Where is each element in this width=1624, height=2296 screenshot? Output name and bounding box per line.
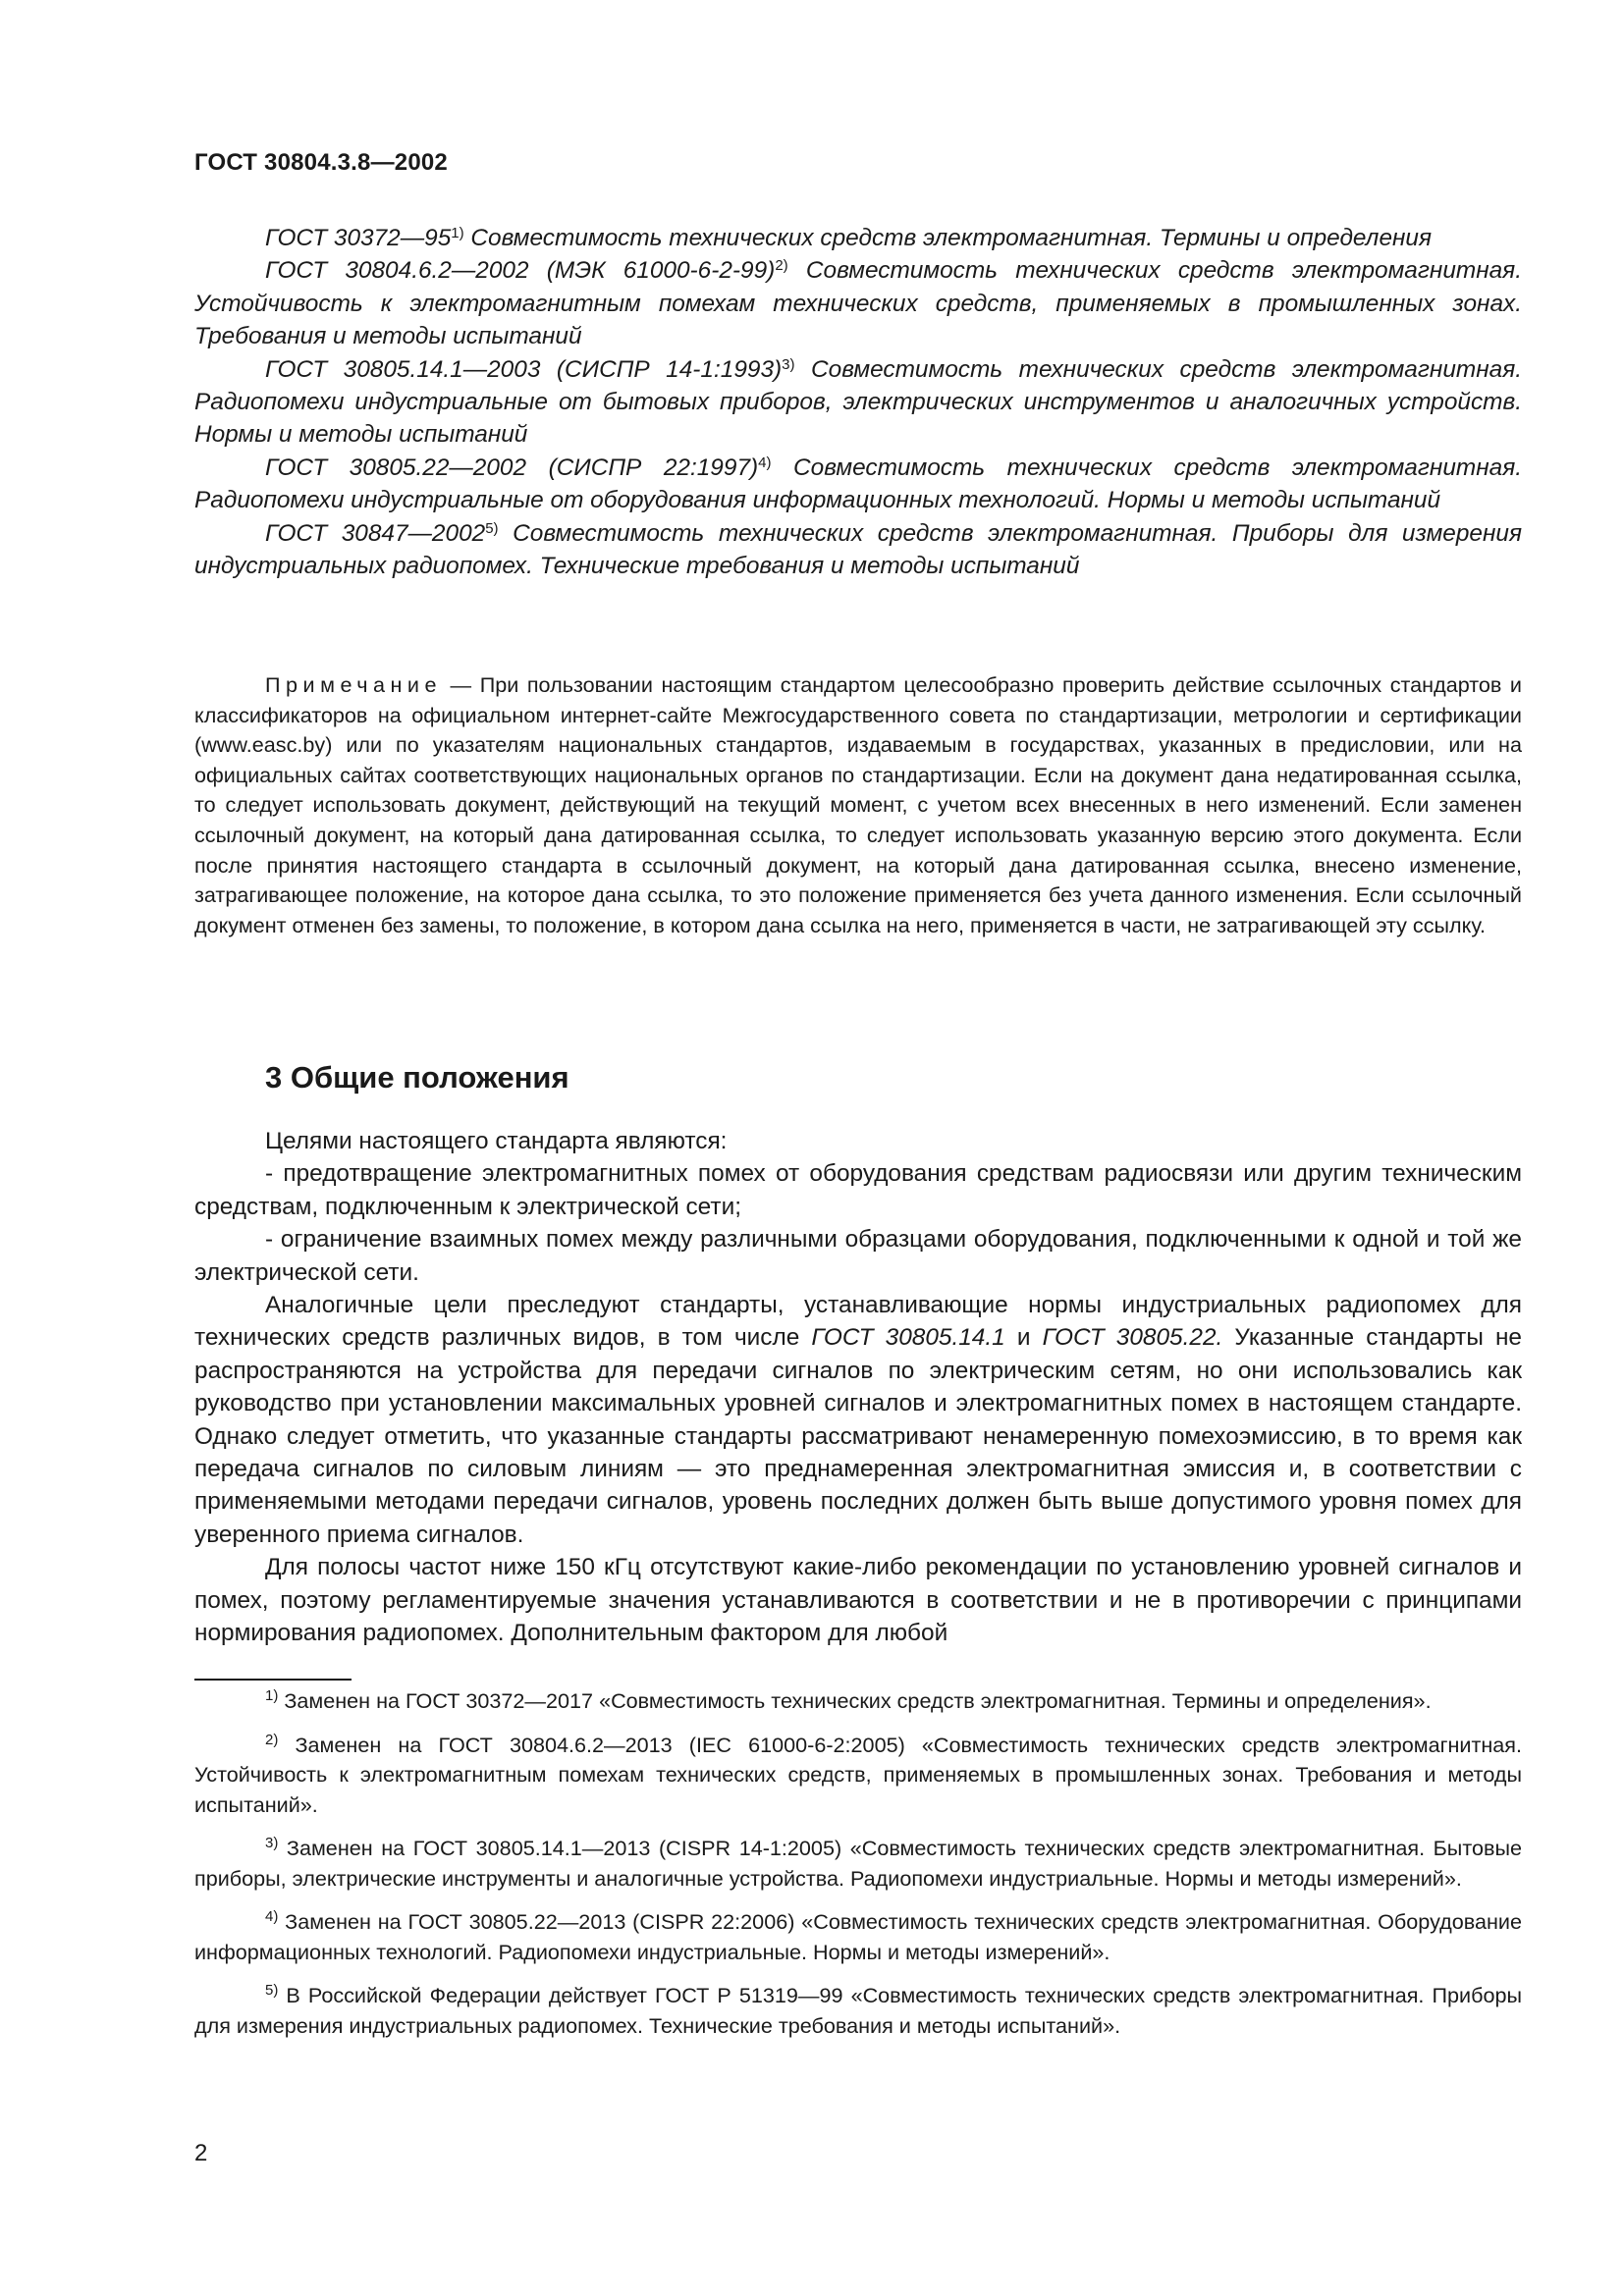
footnote-number: 4) [265, 1908, 279, 1925]
footnote-text: Заменен на ГОСТ 30805.14.1—2013 (CISPR 14-1:2005) «Совместимость технических средств электромагнитная. Бытовые приборы, электрические инструменты и аналогичные устройства. Радиопомехи индустриальные. Нормы и методы измерений». [194, 1836, 1522, 1891]
footnote-number: 3) [265, 1835, 279, 1851]
reference-code: ГОСТ 30804.6.2—2002 (МЭК 61000-6-2-99) [265, 257, 776, 285]
page-number: 2 [194, 2140, 208, 2166]
footnotes [194, 1686, 1522, 2055]
note-text: — При пользовании настоящим стандартом целесообразно проверить действие ссылочных стандартов и классификаторов на официальном интернет-сайте Межгосударственного совета по стандартизации, метрологии и сертификации (www.easc.by) или по указателям национальных стандартов, издаваемым в государствах, указанных в предисловии, или на официальных сайтах соответствующих национальных органов по стандартизации. Если на документ дана недатированная ссылка, то следует использовать документ, действующий на текущий момент, с учетом всех внесенных в него изменений. Если заменен ссылочный документ, на который дана датированная ссылка, то следует использовать указанную версию этого документа. Если после принятия настоящего стандарта в ссылочный документ, на который дана датированная ссылка, внесено изменение, затрагивающее положение, на которое дана ссылка, то это положение применяется без учета данного изменения. Если ссылочный документ отменен без замены, то положение, в котором дана ссылка на него, применяется в части, не затрагивающей эту ссылку. [194, 672, 1522, 937]
reference-code: ГОСТ 30372—95 [265, 225, 452, 251]
section-title: 3 Общие положения [265, 1060, 569, 1095]
footnote-number: 5) [265, 1982, 279, 1999]
footnote-marker[interactable]: 3) [782, 355, 795, 373]
reference-code: ГОСТ 30805.22—2002 (СИСПР 22:1997) [265, 454, 759, 481]
footnote-divider [194, 1679, 352, 1681]
body-paragraph: - предотвращение электромагнитных помех от оборудования средствам радиосвязи или другим техническим средствам, подключенным к электрической сети; [194, 1160, 1522, 1220]
reference-title: Совместимость технических средств электромагнитная. Устойчивость к электромагнитным помехам технических средств, применяемых в промышленных зонах. Требования и методы испытаний [194, 257, 1522, 350]
reference-title: Совместимость технических средств электромагнитная. Радиопомехи индустриальные от оборудования информационных технологий. Нормы и методы испытаний [194, 454, 1522, 514]
section-body [194, 1125, 1522, 1650]
reference-code: ГОСТ 30847—2002 [265, 519, 486, 547]
footnote [194, 1834, 1522, 1894]
note-paragraph [194, 670, 1522, 940]
document-header: ГОСТ 30804.3.8—2002 [194, 149, 448, 176]
footnote-marker[interactable]: 2) [775, 257, 788, 275]
body-paragraph: Целями настоящего стандарта являются: [265, 1128, 728, 1154]
reference-title: Совместимость технических средств электромагнитная. Термины и определения [463, 225, 1433, 251]
body-paragraph: - ограничение взаимных помех между различными образцами оборудования, подключенными к одной и той же электрической сети. [194, 1226, 1522, 1286]
footnote [194, 1981, 1522, 2041]
body-paragraph [194, 1289, 1522, 1551]
footnote-marker[interactable]: 4) [758, 454, 772, 471]
reference-title: Совместимость технических средств электромагнитная. Радиопомехи индустриальные от бытовых приборов, электрических инструментов и аналогичных устройств. Нормы и методы испытаний [194, 355, 1522, 449]
footnote-marker[interactable]: 1) [451, 225, 464, 241]
footnote [194, 1907, 1522, 1967]
footnote-number: 2) [265, 1731, 279, 1748]
footnote-marker[interactable]: 5) [485, 519, 499, 537]
footnote-text: Заменен на ГОСТ 30805.22—2013 (CISPR 22:2006) «Совместимость технических средств электромагнитная. Оборудование информационных технологий. Радиопомехи индустриальные. Нормы и методы измерений». [194, 1909, 1522, 1964]
body-text: и [1004, 1324, 1043, 1352]
reference-item [194, 254, 1522, 352]
reference-item [194, 353, 1522, 452]
normative-references-list [194, 222, 1522, 582]
footnote-text: Заменен на ГОСТ 30804.6.2—2013 (IEC 61000-6-2:2005) «Совместимость технических средств электромагнитная. Устойчивость к электромагнитным помехам технических средств, применяемых в промышленных зонах. Требования и методы испытаний». [194, 1732, 1522, 1817]
footnote [194, 1731, 1522, 1821]
footnote-text: Заменен на ГОСТ 30372—2017 «Совместимость технических средств электромагнитная. Термины и определения». [278, 1688, 1432, 1713]
body-text: Аналогичные цели преследуют стандарты, устанавливающие нормы индустриальных радиопомех для технических средств различных видов, в том числе [194, 1292, 1522, 1352]
footnote-text: В Российской Федерации действует ГОСТ Р 51319—99 «Совместимость технических средств электромагнитная. Приборы для измерения индустриальных радиопомех. Технические требования и методы испытаний». [194, 1983, 1522, 2038]
reference-item [194, 517, 1522, 583]
reference-item [194, 452, 1522, 517]
body-paragraph: Для полосы частот ниже 150 кГц отсутствуют какие-либо рекомендации по установлению уровней сигналов и помех, поэтому регламентируемые значения устанавливаются в соответствии и не в противоречии с принципами нормирования радиопомех. Дополнительным фактором для любой [194, 1554, 1522, 1647]
standard-reference: ГОСТ 30805.14.1 [811, 1324, 1005, 1352]
body-text: Указанные стандарты не распространяются на устройства для передачи сигналов по электрическим сетям, но они использовались как руководство при установлении максимальных уровней сигналов и электромагнитных помех в настоящем стандарте. Однако следует отметить, что указанные стандарты рассматривают ненамеренную помехоэмиссию, в то время как передача сигналов по силовым линиям — это преднамеренная электромагнитная эмиссия и, в соответствии с применяемыми методами передачи сигналов, уровень последних должен быть выше допустимого уровня помех для уверенного приема сигналов. [194, 1324, 1522, 1548]
note-label: Примечание [265, 672, 442, 697]
reference-item [194, 222, 1522, 254]
reference-code: ГОСТ 30805.14.1—2003 (СИСПР 14-1:1993) [265, 355, 783, 383]
footnote-number: 1) [265, 1687, 279, 1704]
standard-reference: ГОСТ 30805.22. [1042, 1324, 1223, 1352]
reference-title: Совместимость технических средств электромагнитная. Приборы для измерения индустриальных радиопомех. Технические требования и методы испытаний [194, 519, 1522, 580]
footnote [194, 1686, 1522, 1717]
